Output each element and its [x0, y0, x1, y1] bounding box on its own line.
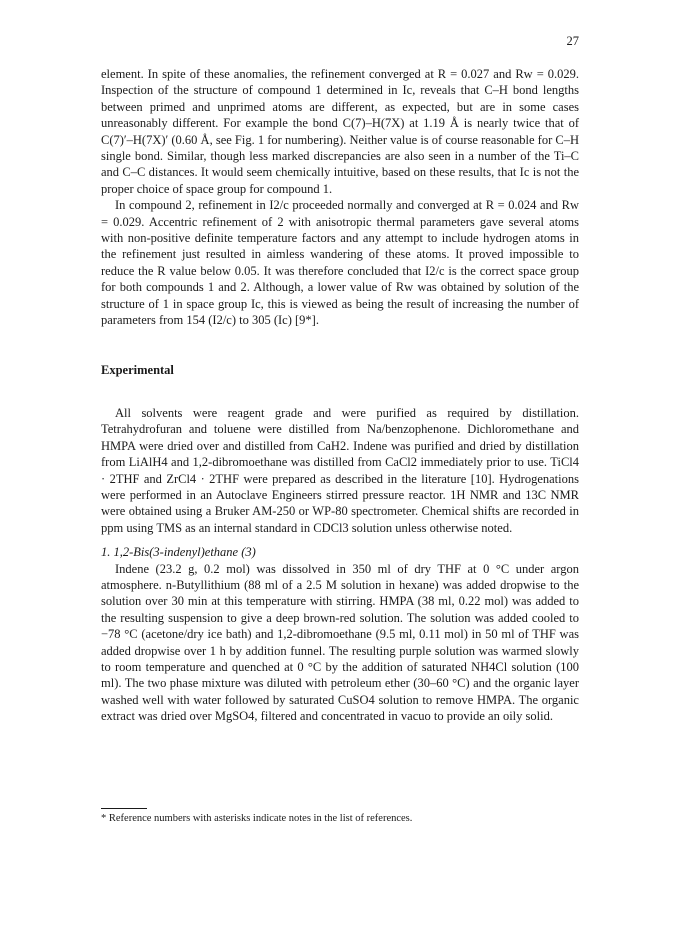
section-heading-experimental: Experimental [101, 362, 174, 377]
paragraph-experimental: All solvents were reagent grade and were purified as required by distillation. Tetrahydrofuran and toluene were distilled from Na/benzophenone. Dichloromethane and HMPA were dried over and distilled from CaH2. Indene was purified and dried by distillation from LiAlH4 and 1,2-dibromoethane was distilled from CaCl2 immediately prior to use. TiCl4 · 2THF and ZrCl4 · 2THF were prepared as described in the literature [10]. Hydrogenations were performed in an Autoclave Engineers stirred pressure reactor. 1H NMR and 13C NMR were obtained using a Bruker AM-250 or WP-80 spectrometer. Chemical shifts are recorded in ppm using TMS as an internal standard in CDCl3 solution unless otherwise noted. [101, 405, 579, 535]
page-body [101, 66, 579, 725]
paragraph-refinement-1: element. In spite of these anomalies, the refinement converged at R = 0.027 and Rw = 0.029. Inspection of the structure of compound 1 determined in Ic, reveals that C–H bond lengths between primed and unprimed atoms are different, as expected, but are in some cases unreasonably different. For example the bond C(7)–H(7X) at 1.19 Å is nearly twice that of C(7)′–H(7X)′ (0.60 Å, see Fig. 1 for numbering). Neither value is of course reasonable for C–H single bond. Similar, though less marked discrepancies are also seen in a number of the Ti–C and C–C distances. It would seem chemically intuitive, based on these results, that Ic is not the proper choice of space group for compound 1. [101, 67, 579, 196]
page-number: 27 [566, 34, 579, 48]
paragraph-procedure: Indene (23.2 g, 0.2 mol) was dissolved in 350 ml of dry THF at 0 °C under argon atmosphere. n-Butyllithium (88 ml of a 2.5 M solution in hexane) was added dropwise to the solution over 30 min at this temperature with stirring. HMPA (38 ml, 0.22 mol) was added to the resulting suspension to give a deep brown-red solution. The solution was added cooled to −78 °C (acetone/dry ice bath) and 1,2-dibromoethane (9.5 ml, 0.11 mol) in 50 ml of THF was added dropwise over 1 h by addition funnel. The resulting purple solution was warmed slowly to room temperature and quenched at 0 °C by the addition of saturated NH4Cl solution (100 ml). The two phase mixture was diluted with petroleum ether (30–60 °C) and the organic layer washed well with water followed by saturated CuSO4 solution to remove HMPA. The organic extract was dried over MgSO4, filtered and concentrated in vacuo to provide an oily solid. [101, 561, 579, 724]
footnote: * Reference numbers with asterisks indicate notes in the list of references. [101, 813, 413, 824]
subsection-heading-bis-indenyl-ethane: 1. 1,2-Bis(3-indenyl)ethane (3) [101, 545, 256, 560]
footnote-divider [101, 808, 147, 809]
paragraph-refinement-2: In compound 2, refinement in I2/c proceeded normally and converged at R = 0.024 and Rw = 0.029. Accentric refinement of 2 with anisotropic thermal parameters gave several atoms with non-positive definite temperature factors and any attempt to include hydrogen atoms in the refinement just resulted in aimless wandering of these atoms. It proved impossible to reduce the R value below 0.05. It was therefore concluded that I2/c is the correct space group for both compounds 1 and 2. Although, a lower value of Rw was obtained by solution of the structure of 1 in space group Ic, this is viewed as being the result of increasing the number of parameters from 154 (I2/c) to 305 (Ic) [9*]. [101, 198, 579, 328]
